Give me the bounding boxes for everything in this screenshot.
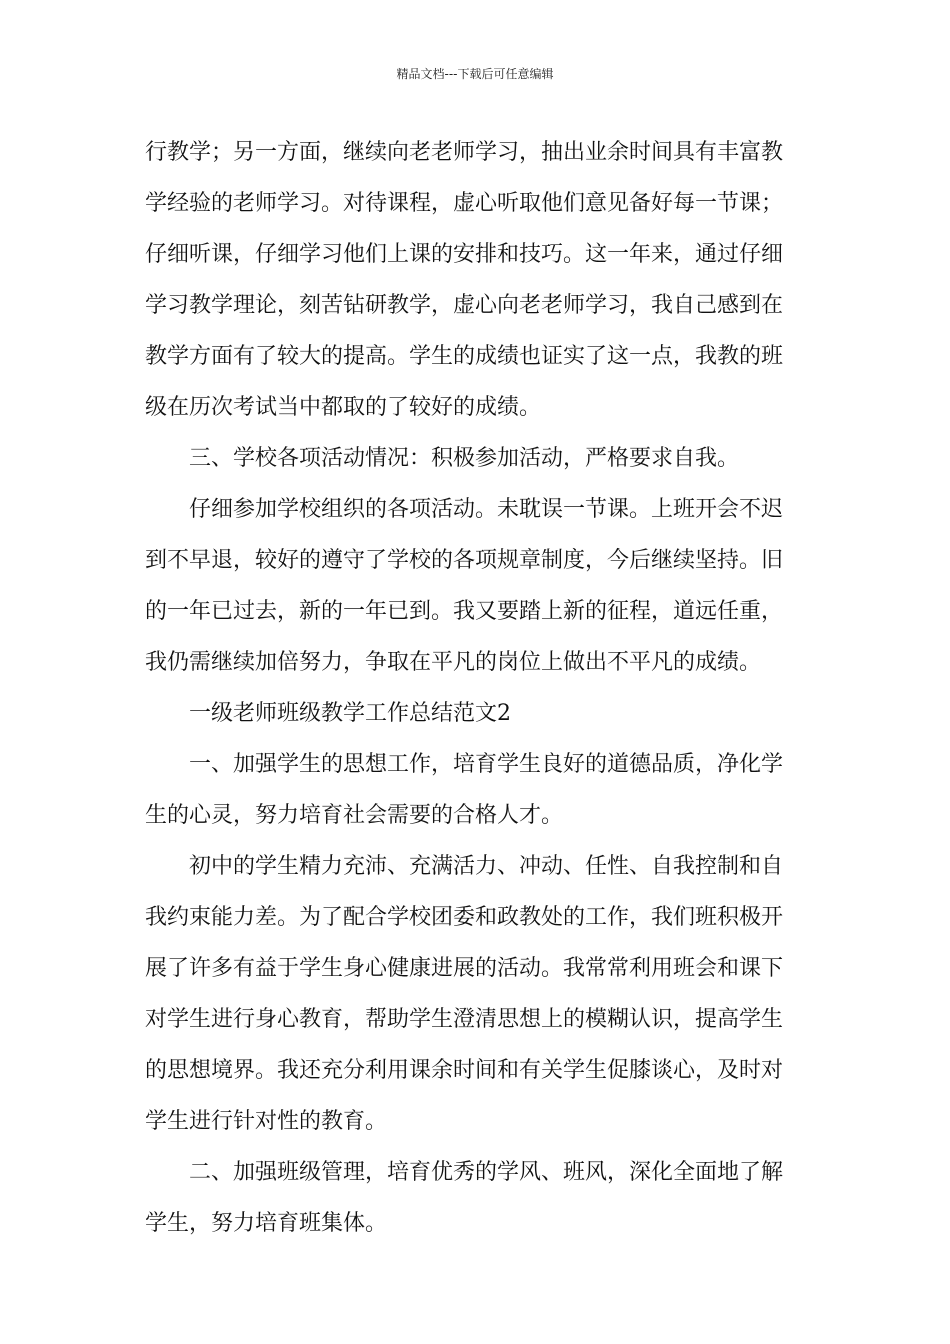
paragraph-line: 学习教学理论，刻苦钻研教学，虚心向老老师学习，我自己感到在 [145, 293, 784, 318]
paragraph-line: 教学方面有了较大的提高。学生的成绩也证实了这一点，我教的班 [145, 344, 784, 369]
document-subtitle: 一级老师班级教学工作总结范文2 [189, 701, 511, 726]
paragraph-line: 的思想境界。我还充分利用课余时间和有关学生促膝谈心，及时对 [145, 1058, 784, 1083]
section-heading: 一、加强学生的思想工作，培育学生良好的道德品质，净化学 [189, 752, 784, 777]
paragraph-line: 初中的学生精力充沛、充满活力、冲动、任性、自我控制和自 [189, 854, 784, 879]
paragraph-line: 学经验的老师学习。对待课程，虚心听取他们意见备好每一节课； [145, 191, 784, 216]
paragraph-line: 级在历次考试当中都取的了较好的成绩。 [145, 395, 542, 420]
document-body [145, 127, 815, 1249]
paragraph-line: 的一年已过去，新的一年已到。我又要踏上新的征程，道远任重， [145, 599, 784, 624]
section-heading: 三、学校各项活动情况：积极参加活动，严格要求自我。 [189, 446, 740, 471]
paragraph-line: 行教学；另一方面，继续向老老师学习，抽出业余时间具有丰富教 [145, 140, 784, 165]
paragraph-line: 我仍需继续加倍努力，争取在平凡的岗位上做出不平凡的成绩。 [145, 650, 762, 675]
paragraph-line: 仔细听课，仔细学习他们上课的安排和技巧。这一年来，通过仔细 [145, 242, 784, 267]
page-header: 精品文档---下载后可任意编辑 [396, 67, 554, 81]
paragraph-line: 学生进行针对性的教育。 [145, 1109, 388, 1134]
section-heading: 二、加强班级管理，培育优秀的学风、班风，深化全面地了解 [189, 1160, 784, 1185]
paragraph-line: 对学生进行身心教育，帮助学生澄清思想上的模糊认识，提高学生 [145, 1007, 784, 1032]
paragraph-line: 生的心灵，努力培育社会需要的合格人才。 [145, 803, 564, 828]
paragraph-line: 到不早退，较好的遵守了学校的各项规章制度，今后继续坚持。旧 [145, 548, 784, 573]
paragraph-line: 学生，努力培育班集体。 [145, 1211, 388, 1236]
paragraph-line: 我约束能力差。为了配合学校团委和政教处的工作，我们班积极开 [145, 905, 784, 930]
paragraph-line: 仔细参加学校组织的各项活动。未耽误一节课。上班开会不迟 [189, 497, 784, 522]
paragraph-line: 展了许多有益于学生身心健康进展的活动。我常常利用班会和课下 [145, 956, 784, 981]
